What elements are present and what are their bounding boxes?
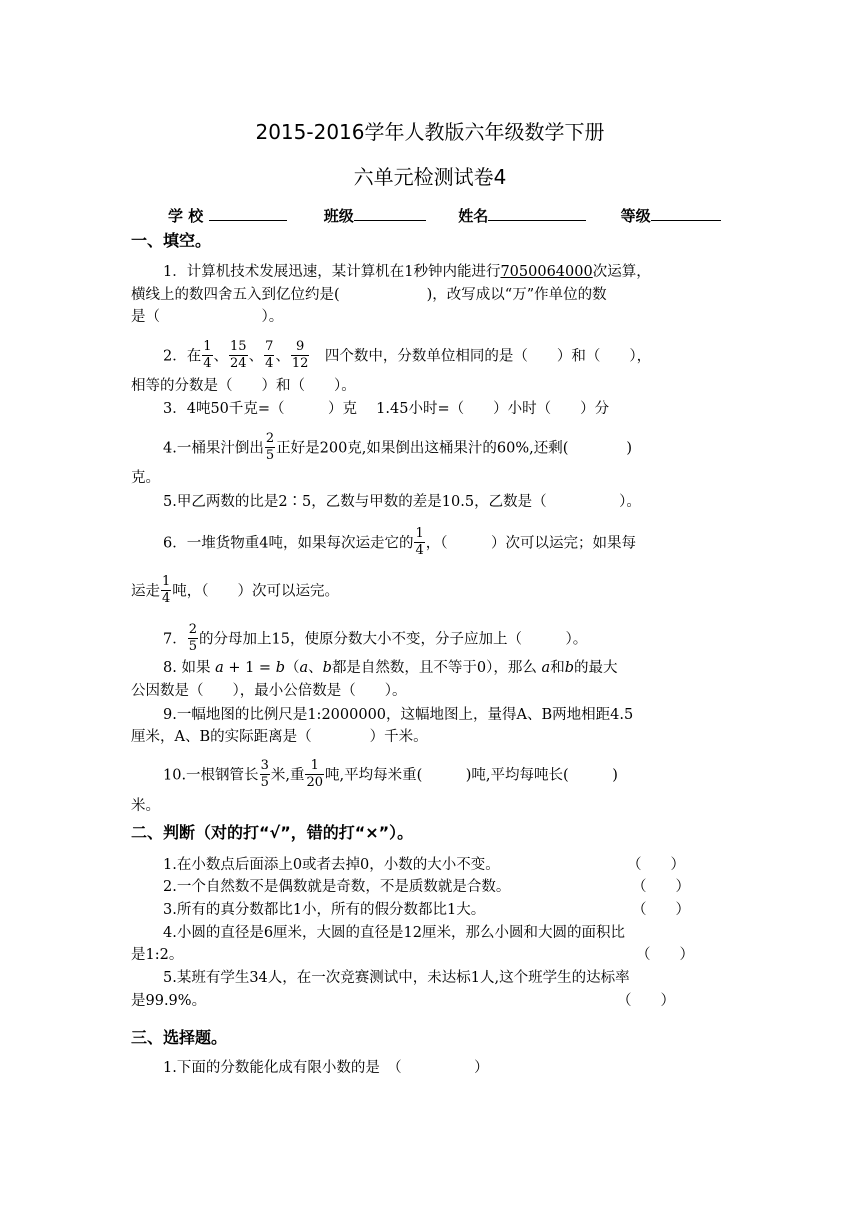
q8-c: （ [284,660,300,676]
judge-4-line2: 是1:2。 [131,947,184,963]
q8-a: 8. 如果 [163,660,216,676]
judge-3-answer: （ ） [632,902,690,918]
q2-sep-2: 、 [248,348,264,365]
q10-fraction-2: $\frac{1}{20}$ [306,758,323,790]
q10-post: 吨,平均每米重( )吨,平均每吨长( ) [325,767,618,784]
q10-pre: 10.一根钢管长 [163,767,259,784]
q4-line2: 克。 [131,470,160,486]
page-title: 2015-2016学年人教版六年级数学下册 [255,120,605,144]
q8-var-b3: b [564,660,574,676]
judge-1-answer: （ ） [627,857,685,873]
q8-e: 都是自然数，且不等于0），那么 [331,660,542,676]
q8-g: 的最大 [573,660,618,676]
q4-fraction: $\frac{2}{5}$ [265,431,275,463]
q2-line1 [163,340,651,373]
q10-line1 [163,759,618,792]
q8-line2: 公因数是（ ），最小公倍数是（ ）。 [131,683,407,699]
q8-b: + 1 = [223,660,276,676]
section-fill-in: 一、填空。 [131,231,212,250]
q4-line1 [163,432,632,465]
q7-line [163,623,587,656]
judge-4-line1: 4.小圆的直径是6厘米，大圆的直径是12厘米，那么小圆和大圆的面积比 [163,925,626,941]
q2-post: 四个数中，分数单位相同的是（ ）和（ ）， [310,348,652,365]
judge-5-line1: 5.某班有学生34人，在一次竞赛测试中，未达标1人,这个班学生的达标率 [163,970,630,986]
q10-line2: 米。 [131,798,160,814]
q1-text-a: 1．计算机技术发展迅速，某计算机在1秒钟内能进行 [163,264,501,280]
q7-pre: 7． [163,631,187,648]
q2-pre: 2．在 [163,348,202,365]
grade-label: 等级 [620,207,651,225]
q4-post: 正好是200克,如果倒出这桶果汁的60%,还剩( ) [276,440,633,457]
q7-fraction: $\frac{2}{5}$ [188,622,198,654]
judge-5-answer: （ ） [617,993,675,1009]
q7-post: 的分母加上15，使原分数大小不变，分子应加上（ ）。 [199,631,588,648]
q9-line2: 厘米，A、B的实际距离是（ ）千米。 [131,729,428,745]
judge-3: 3.所有的真分数都比1小，所有的假分数都比1大。 [163,902,486,918]
q8-var-a2: a [299,660,309,676]
q3-line: 3．4吨50千克=（ ）克 1.45小时=（ ）小时（ ）分 [163,401,610,417]
q2-fraction-2: $\frac{15}{24}$ [230,339,247,371]
q1-number: 7050064000 [500,264,593,280]
q1-line2: 横线上的数四舍五入到亿位约是( )，改写成以“万”作单位的数 [131,287,607,303]
q8-line1 [163,658,617,678]
q1-text-b: 次运算， [592,264,651,280]
class-blank [354,220,426,221]
q4-pre: 4.一桶果汁倒出 [163,440,264,457]
judge-2-answer: （ ） [632,879,690,895]
q6-line2-post: 吨，（ ）次可以运完。 [172,583,340,600]
q2-sep-1: 、 [213,348,229,365]
section-judge: 二、判断（对的打“√”，错的打“×”）。 [131,823,414,842]
q8-f: 和 [550,660,565,676]
section-choice: 三、选择题。 [131,1028,228,1047]
name-label: 姓名 [458,207,489,225]
q8-var-a: a [215,660,224,676]
choice-1: 1.下面的分数能化成有限小数的是 （ ） [163,1060,489,1076]
q6-line2-pre: 运走 [131,583,160,600]
page-subtitle: 六单元检测试卷4 [353,165,507,189]
q10-mid: 米,重 [270,767,305,784]
q8-var-a3: a [541,660,551,676]
q9-line1: 9.一幅地图的比例尺是1:2000000，这幅地图上，量得A、B两地相距4.5 [163,707,634,723]
q10-fraction-1: $\frac{3}{5}$ [260,758,269,790]
q8-var-b: b [275,660,285,676]
school-blank [209,220,287,221]
q8-d: 、 [308,660,323,676]
judge-4-answer: （ ） [636,947,694,963]
q6-fraction-1: $\frac{1}{4}$ [415,526,424,558]
school-label: 学 校 [168,207,204,225]
q1-line1 [163,262,651,282]
q5-line: 5.甲乙两数的比是2∶5，乙数与甲数的差是10.5，乙数是（ ）。 [163,494,641,510]
q6-post: ，（ ）次可以运完；如果每 [425,535,636,552]
q8-var-b2: b [322,660,332,676]
judge-5-line2: 是99.9%。 [131,993,207,1009]
q1-line3: 是（ ）。 [131,309,284,325]
q2-fraction-1: $\frac{1}{4}$ [203,339,212,371]
q2-sep-3: 、 [275,348,290,365]
q2-fraction-3: $\frac{7}{4}$ [265,339,274,371]
q6-fraction-2: $\frac{1}{4}$ [162,574,171,606]
judge-1: 1.在小数点后面添上0或者去掉0，小数的大小不变。 [163,857,500,873]
judge-2: 2.一个自然数不是偶数就是奇数，不是质数就是合数。 [163,879,511,895]
q6-pre: 6．一堆货物重4吨，如果每次运走它的 [163,535,414,552]
q6-line2 [131,575,339,608]
student-info-row [168,205,721,226]
q6-line1 [163,527,636,560]
grade-blank [651,220,721,221]
class-label: 班级 [323,207,354,225]
q2-line2: 相等的分数是（ ）和（ ）。 [131,378,356,394]
q2-fraction-4: $\frac{9}{12}$ [291,339,309,371]
name-blank [488,220,586,221]
